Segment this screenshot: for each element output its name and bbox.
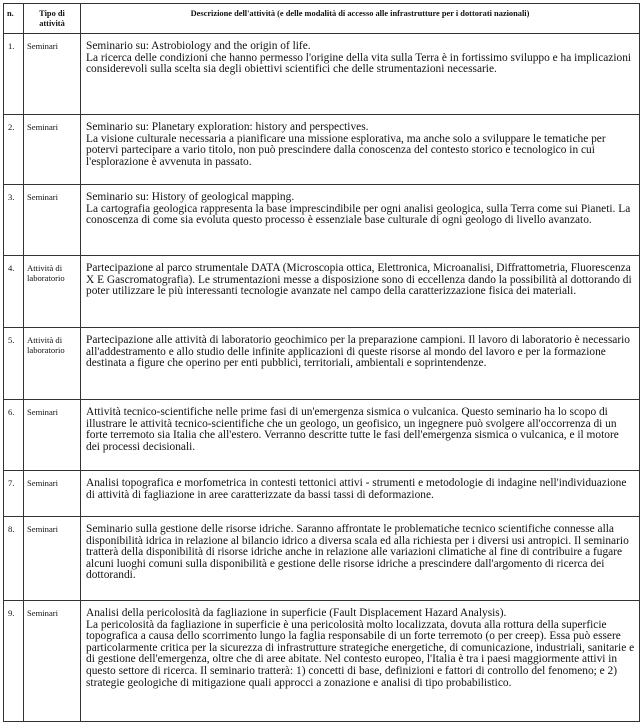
table-row — [4, 115, 640, 185]
row-description — [81, 115, 640, 185]
table-header-row — [4, 4, 640, 34]
row-description — [81, 601, 640, 722]
row-description — [81, 517, 640, 601]
row-type: Seminari — [24, 601, 81, 722]
row-description — [81, 256, 640, 328]
row-description-text: Partecipazione al parco strumentale DATA (Microscopia ottica, Elettronica, Microanalisi, Diffrattometria, Fluorescenza X E Gascromatografia). Le strumentazioni messe a disposizione sono di eccellenza dando la possibilità al dottorando di poter utilizzare le più interessanti tecnologie avanzate nel campo della caratterizzazione fisica dei materiali. — [86, 262, 632, 298]
row-type: Seminari — [24, 517, 81, 601]
header-description: Descrizione dell'attività (e delle modalità di accesso alle infrastrutture per i dottorati nazionali) — [81, 4, 640, 34]
row-num: 5. — [4, 328, 24, 400]
table-row — [4, 256, 640, 328]
row-num: 3. — [4, 185, 24, 256]
table-row — [4, 400, 640, 471]
row-num: 6. — [4, 400, 24, 471]
row-type: Attività di laboratorio — [24, 256, 81, 328]
row-description — [81, 328, 640, 400]
row-num: 1. — [4, 34, 24, 115]
row-description — [81, 471, 640, 517]
row-description — [81, 185, 640, 256]
row-description-text: Attività tecnico-scientifiche nelle prime fasi di un'emergenza sismica o vulcanica. Questo seminario ha lo scopo di illustrare le attività tecnico-scientifiche che un geologo, un geofisico, un ingegnere può svolgere all'occorrenza di un forte terremoto sia Italia che all'estero. Verranno descritte tutte le fasi dell'emergenza sismica o vulcanica, e il motore dei processi decisionali. — [86, 406, 619, 453]
header-num: n. — [4, 4, 24, 34]
row-description-text: Analisi topografica e morfometrica in contesti tettonici attivi - strumenti e metodologie di indagine nell'individuazione di attività di fagliazione in aree caratterizzate da bassi tassi di deformazione. — [86, 477, 627, 501]
row-description — [81, 34, 640, 115]
row-type: Seminari — [24, 34, 81, 115]
table-row — [4, 471, 640, 517]
row-description-text: Seminario su: Astrobiology and the origin of life. La ricerca delle condizioni che hanno permesso l'origine della vita sulla Terra è in fortissimo sviluppo e ha implicazioni considerevoli sulla scelta sia degli obiettivi scientifici che delle strumentazioni necessarie. — [86, 40, 632, 76]
table-row — [4, 185, 640, 256]
row-description-text: Partecipazione alle attività di laboratorio geochimico per la preparazione campioni. Il lavoro di laboratorio è necessario all'addestramento e allo studio delle infinite applicazioni di queste risorse al mondo del lavoro e per la formazione destinata a figure che operino per enti pubblici, territoriali, ambientali e soprintendenze. — [86, 334, 630, 370]
row-num: 2. — [4, 115, 24, 185]
table-row — [4, 517, 640, 601]
row-num: 4. — [4, 256, 24, 328]
row-description-text: Seminario su: Planetary exploration: history and perspectives. La visione culturale necessaria a pianificare una missione esplorativa, ma anche solo a sviluppare le tematiche per potervi partecipare a vario titolo, non può prescindere dalla conoscenza del contesto storico e tecnologico in cui l'esplorazione è avvenuta in passato. — [86, 121, 606, 168]
activities-table — [3, 3, 640, 722]
row-num: 8. — [4, 517, 24, 601]
row-type: Seminari — [24, 115, 81, 185]
table-row — [4, 601, 640, 722]
row-type: Seminari — [24, 185, 81, 256]
row-description — [81, 400, 640, 471]
row-type: Seminari — [24, 471, 81, 517]
row-description-text: Seminario su: History of geological mapping. La cartografia geologica rappresenta la base imprescindibile per ogni analisi geologica, sulla Terra come sui Pianeti. La conoscenza di come sia evoluta questo processo è essenziale base culturale di ogni geologo di livello avanzato. — [86, 191, 631, 227]
row-type: Attività di laboratorio — [24, 328, 81, 400]
row-num: 9. — [4, 601, 24, 722]
table-row — [4, 34, 640, 115]
row-description-text: Analisi della pericolosità da fagliazione in superficie (Fault Displacement Hazard Analysis). La pericolosità da fagliazione in superficie è una pericolosità molto localizzata, dovuta alla rottura della superficie topografica a causa dello scorrimento lungo la faglia responsabile di un forte terremoto (o per creep). Essa può essere particolarmente critica per la sicurezza di infrastrutture strategiche energetiche, di comunicazione, industriali, sanitarie e di gestione dell'emergenza, oltre che di aree abitate. Nel contesto europeo, l'Italia è tra i paesi maggiormente attivi in questo settore di ricerca. Il seminario tratterà: 1) concetti di base, definizioni e fattori di controllo del fenomeno; e 2) strategie geologiche di mitigazione quali approcci a zonazione e analisi di tipo probabilistico. — [86, 607, 635, 689]
row-type: Seminari — [24, 400, 81, 471]
row-num: 7. — [4, 471, 24, 517]
table-row — [4, 328, 640, 400]
header-type: Tipo di attività — [24, 4, 81, 34]
row-description-text: Seminario sulla gestione delle risorse idriche. Saranno affrontate le problematiche tecnico scientifiche connesse alla disponibilità idrica in relazione al bilancio idrico a diversa scala ed alla richiesta per i diversi usi antropici. Il seminario tratterà della disponibilità di risorse idriche anche in relazione alle variazioni climatiche al fine di contribuire a fugare alcuni luoghi comuni sulla disponibilità e gestione delle risorse idriche a prescindere dall'argomento di ricerca dei dottorandi. — [86, 523, 629, 582]
